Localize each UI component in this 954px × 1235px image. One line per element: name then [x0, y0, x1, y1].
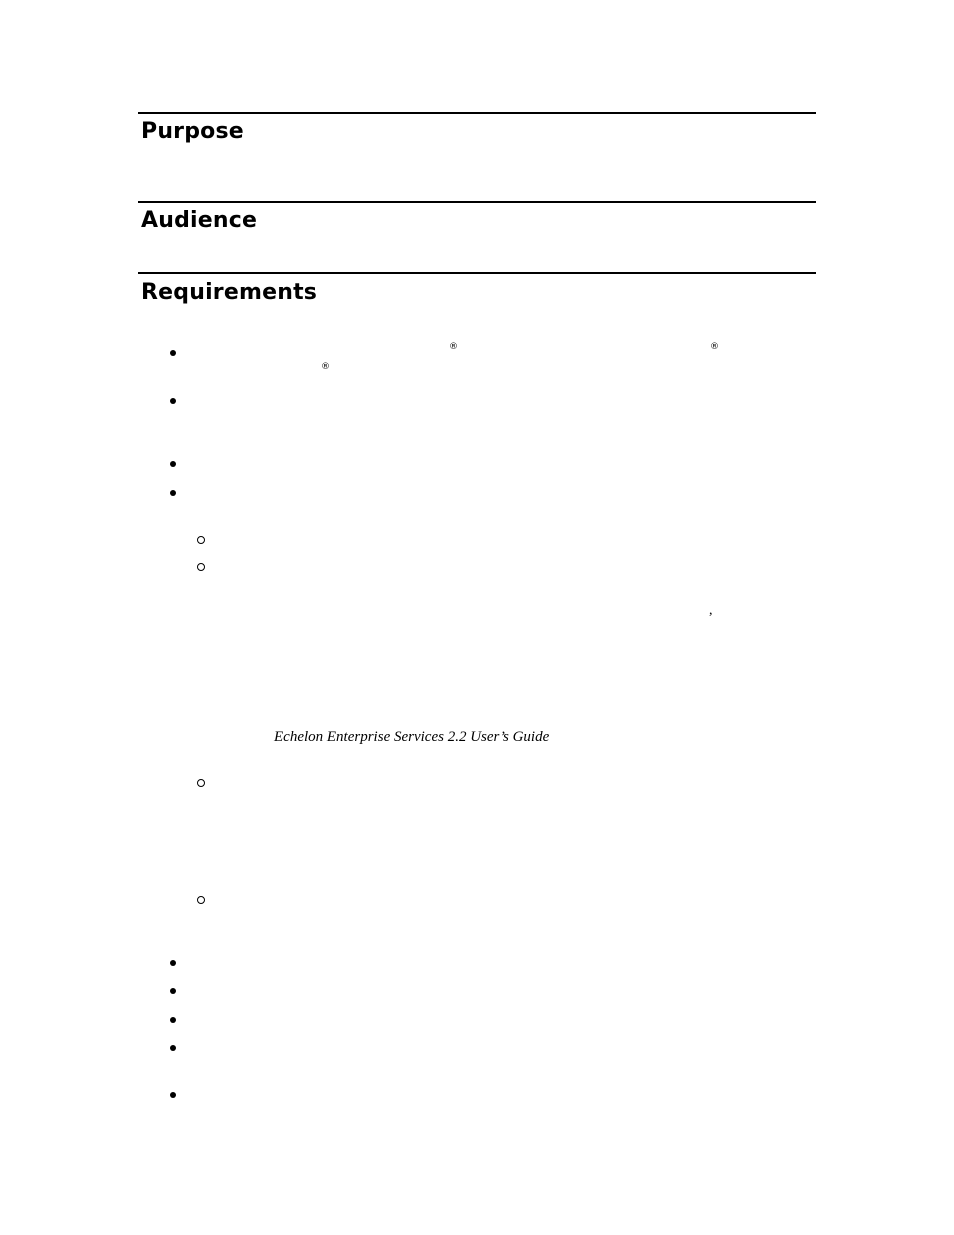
heading-audience: Audience	[141, 208, 258, 233]
list-bullet	[170, 350, 176, 356]
registered-mark: ®	[321, 362, 330, 372]
sub-list-bullet	[197, 563, 205, 571]
heading-requirements: Requirements	[141, 280, 318, 305]
list-bullet	[170, 1045, 176, 1051]
list-bullet	[170, 490, 176, 496]
list-bullet	[170, 988, 176, 994]
referenced-guide-title: Echelon Enterprise Services 2.2 User’s Guide	[274, 729, 550, 745]
list-bullet	[170, 960, 176, 966]
sub-list-bullet	[197, 779, 205, 787]
registered-mark: ®	[449, 342, 458, 352]
section-rule-audience	[138, 201, 816, 203]
sub-list-bullet	[197, 896, 205, 904]
heading-purpose: Purpose	[141, 119, 244, 144]
list-bullet	[170, 1017, 176, 1023]
list-bullet	[170, 1092, 176, 1098]
list-bullet	[170, 398, 176, 404]
list-bullet	[170, 461, 176, 467]
registered-mark: ®	[710, 342, 719, 352]
section-rule-requirements	[138, 272, 816, 274]
punctuation-comma: ,	[709, 603, 713, 618]
section-rule-purpose	[138, 112, 816, 114]
sub-list-bullet	[197, 536, 205, 544]
